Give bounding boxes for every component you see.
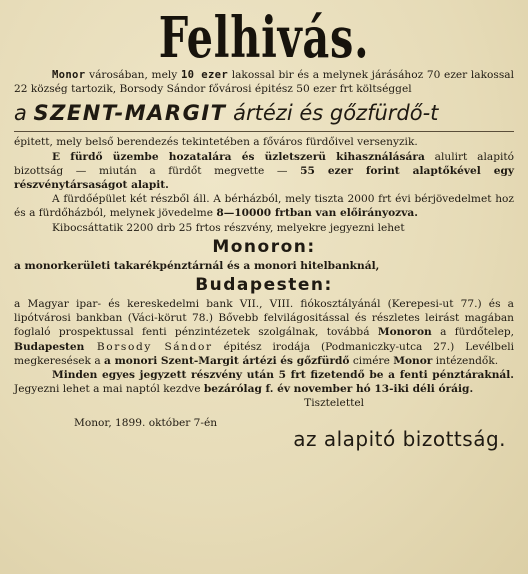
place-date: Monor, 1899. október 7-én: [74, 416, 218, 429]
paragraph-shares: Kibocsáttatik 2200 drb 25 frtos részvény, melyekre jegyezni lehet: [52, 221, 405, 234]
paragraph-intro: Monor városában, mely 10 ezer lakossal bir és a melynek járásához 70 ezer lakossal 22 község tartozik, Borsody Sándor fővárosi épitész 50 ezer frt költséggel: [14, 69, 515, 96]
announcement-title: Felhivás.: [158, 5, 370, 71]
signature-row: [14, 411, 514, 455]
paragraph-budapest-info: a Magyar ipar- és kereskedelmi bank VII., VIII. fiókosztályánál (Kerepesi-ut 77.) és a lipótvárosi bankban (Váci-körut 78.) Bővebb felvilágositással és részletes leirást magában foglaló prospektussal fenti pénzintézetek szolgálnak, továbbá Monoron a fürdőtelep, Budapesten Borsody Sándor épitész irodája (Podmaniczky-utca 27.) Levélbeli megkeresések a a monori Szent-Margit ártézi és gőzfürdő cimére Monor intézendők.: [14, 298, 514, 367]
paragraph-building: A fürdőépület két részből áll. A bérházból, mely tiszta 2000 frt évi bérjövedelmet hoz és a fürdőházból, melynek jövedelme 8—10000 frtban van előirányozva.: [14, 193, 514, 220]
paragraph-company: épitett, mely belső berendezés tekintetében a főváros fürdőivel versenyzik. E fürdő üzembe hozatalára és üzletszerü kihasználására alulirt alapitó bizottság — miután a fürdőt megvette — 55 ezer forint alaptőkével egy részvénytársaságot alapit.: [14, 136, 515, 192]
paragraph-payment: Minden egyes jegyzett részvény után 5 frt fizetendő be a fenti pénztáraknál. Jegyezni lehet a mai naptól kezdve bezárólag f. év november hó 13-iki déli óráig.: [14, 369, 514, 396]
signature-committee: az alapitó bizottság.: [293, 426, 506, 451]
heading-monoron: Monoron:: [212, 236, 316, 257]
divider-line: [14, 131, 514, 132]
regards-text: Tisztelettel: [304, 397, 364, 410]
heading-budapesten: Budapesten:: [195, 275, 333, 296]
headline-bath-name: a SZENT-MARGIT ártézi és gőzfürdő-t: [14, 101, 439, 126]
line-monoron-banks: a monorkerületi takarékpénztárnál és a monori hitelbanknál,: [14, 259, 380, 272]
